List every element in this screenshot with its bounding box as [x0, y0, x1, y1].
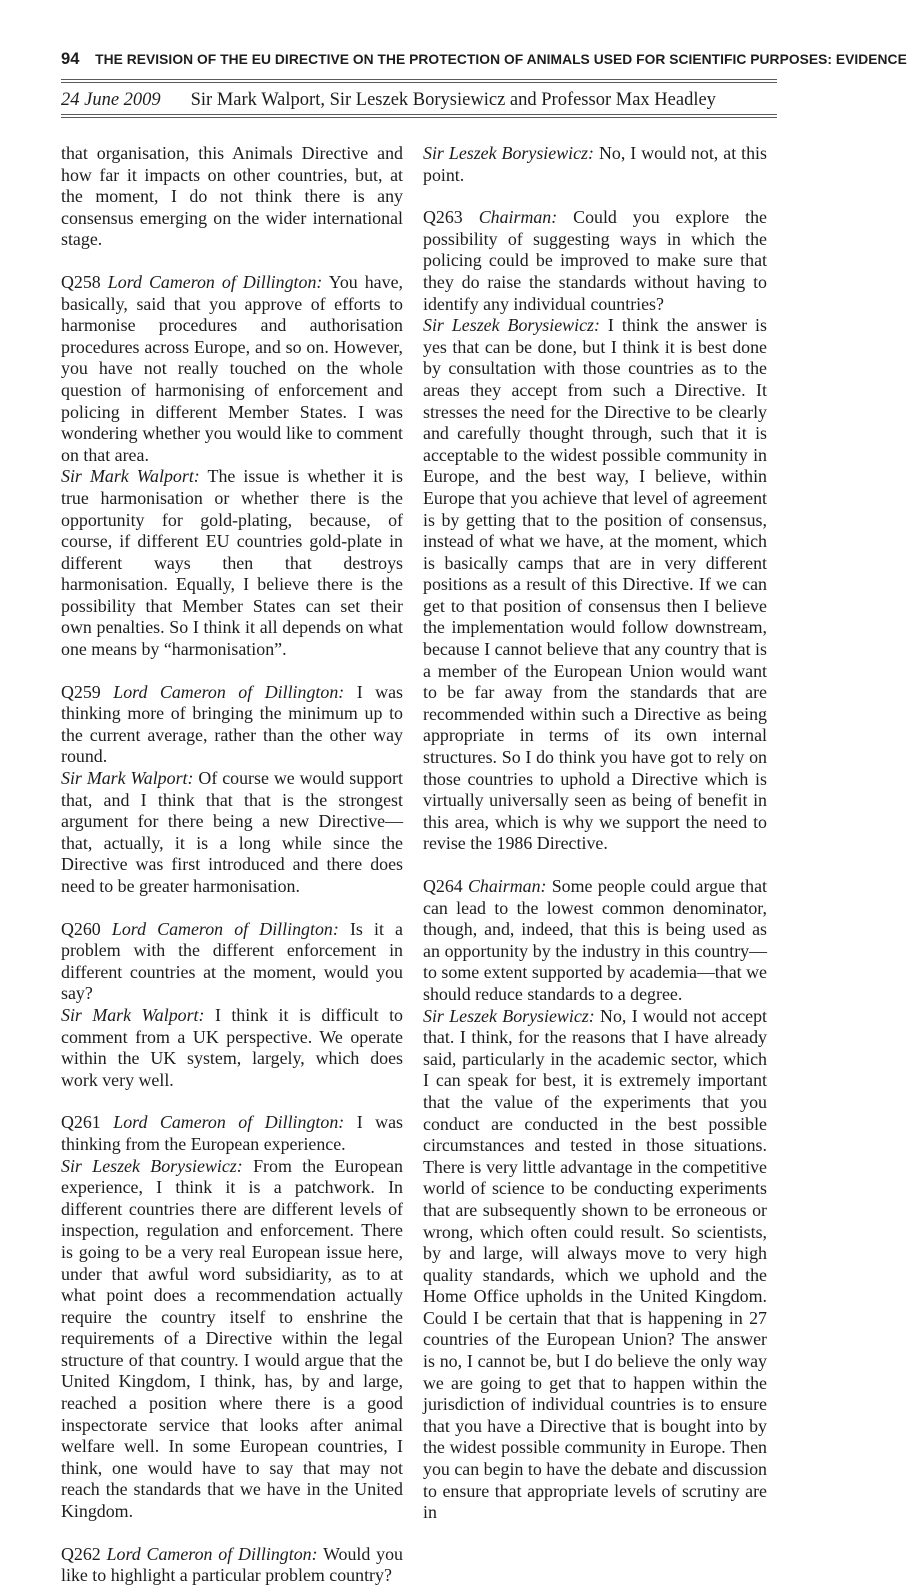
answer-text: From the European experience, I think it is a patchwork. In different countries there are different levels of inspection, regulation and enforcement. There is going to be a very real European issue here, under that awful word subsidiarity, as to at what point does a recommendation actually require the country itself to enshrine the requirements of a Directive within the legal structure of that country. I would argue that the United Kingdom, I think, has, by and large, reached a position where there is a good inspectorate service that looks after animal welfare well. In some European countries, I think, one would have to say that may not reach the standards that we have in the United Kingdom. [61, 1155, 403, 1522]
answer-text: The issue is whether it is true harmonisation or whether there is the opportunity for gold-plating, because, of course, if different EU countries gold-plate in different ways then that destroys harmonisation. Equally, I believe there is the possibility that Member States can set their own penalties. So I think it all depends on what one means by “harmonisation”. [61, 466, 403, 660]
question [61, 1544, 403, 1587]
answer [61, 1005, 403, 1091]
answer [61, 1156, 403, 1523]
question-number: Q260 [61, 918, 101, 939]
speaker: Sir Mark Walport: [61, 1004, 205, 1025]
answer-text: No, I would not, at this point. [423, 143, 767, 185]
question [423, 207, 767, 315]
running-head [61, 50, 907, 69]
page-number: 94 [61, 50, 80, 68]
question-number: Q259 [61, 681, 101, 702]
question-text: I was thinking more of bringing the minimum up to the current average, rather than the other way round. [61, 681, 403, 767]
speaker: Lord Cameron of Dillington: [106, 1543, 318, 1564]
question-text: Some people could argue that can lead to the lowest common denominator, though, and, indeed, that this is being used as an opportunity by the industry in this country—to some extent supported by academia—that we should reduce standards to a degree. [423, 876, 767, 1004]
speaker: Sir Leszek Borysiewicz: [61, 1155, 243, 1176]
question-number: Q262 [61, 1543, 101, 1564]
answer [423, 143, 767, 186]
answer-text: I think it is difficult to comment from a UK perspective. We operate within the UK system, largely, which does work very well. [61, 1004, 403, 1090]
answer-text: No, I would not accept that. I think, for the reasons that I have already said, particularly in the academic sector, which I can speak for best, it is extremely important that the value of the experiments that you conduct are conducted in the best possible circumstances and tested in those situations. There is very little advantage in the competitive world of science to be conducting experiments that are subsequently shown to be erroneous or wrong, which often could result. So scientists, by and large, will always move to very high quality standards, which we uphold and the Home Office upholds in the United Kingdom. Could I be certain that that is happening in 27 countries of the European Union? The answer is no, I cannot be, but I do believe the only way we are going to get that to happen within the jurisdiction of individual countries is to ensure that you have a Directive that is bought into by the widest possible community in Europe. Then you can begin to have the debate and discussion to ensure that appropriate levels of scrutiny are in [423, 1005, 767, 1523]
question-text: You have, basically, said that you approve of efforts to harmonise procedures and authorisation procedures across Europe, and so on. However, you have not really touched on the whole question of harmonising of enforcement and policing in different Member States. I was wondering whether you would like to comment on that area. [61, 271, 403, 465]
answer [61, 466, 403, 660]
session-line [61, 89, 777, 111]
question [423, 876, 767, 1006]
speaker: Lord Cameron of Dillington: [113, 1112, 345, 1133]
question-text: Would you like to highlight a particular problem country? [61, 1543, 403, 1586]
document-title: THE REVISION OF THE EU DIRECTIVE ON THE PROTECTION OF ANIMALS USED FOR SCIENTIFIC PURPOSES: EVIDENCE [95, 52, 907, 67]
answer [423, 1006, 767, 1524]
question-text: Could you explore the possibility of suggesting ways in which the policing could be improved to make sure that they do raise the standards without having to identify any individual countries? [423, 207, 767, 314]
header-rule [61, 114, 777, 115]
question-number: Q263 [423, 207, 463, 228]
question-number: Q261 [61, 1112, 101, 1133]
speaker: Chairman: [478, 207, 558, 228]
answer [423, 315, 767, 855]
question [61, 1112, 403, 1155]
question [61, 919, 403, 1005]
speaker: Lord Cameron of Dillington: [107, 271, 323, 292]
speaker: Chairman: [467, 876, 547, 896]
speaker: Sir Mark Walport: [61, 466, 200, 487]
session-date: 24 June 2009 [61, 90, 161, 110]
question-text: I was thinking from the European experience. [61, 1112, 403, 1154]
speaker: Sir Leszek Borysiewicz: [423, 1005, 595, 1026]
answer-text: Of course we would support that, and I think that that is the strongest argument for there being a new Directive—that, actually, it is a long while since the Directive was first introduced and there does need to be greater harmonisation. [61, 768, 403, 896]
paragraph [61, 143, 403, 251]
question [61, 682, 403, 768]
left-column [61, 143, 403, 1587]
question-number: Q264 [423, 876, 463, 896]
header-rule [61, 79, 777, 80]
header-rule [61, 117, 777, 118]
speaker: Sir Leszek Borysiewicz: [423, 143, 594, 163]
speaker: Lord Cameron of Dillington: [113, 681, 345, 702]
speaker: Sir Mark Walport: [61, 768, 194, 789]
speaker: Lord Cameron of Dillington: [111, 918, 339, 939]
right-column [423, 143, 767, 1524]
paragraph-text: that organisation, this Animals Directive and how far it impacts on other countries, but, at the moment, I do not think there is any consensus emerging on the wider international stage. [61, 143, 403, 250]
question-number: Q258 [61, 271, 101, 292]
answer [61, 768, 403, 898]
witness-names: Sir Mark Walport, Sir Leszek Borysiewicz and Professor Max Headley [190, 90, 716, 110]
question [61, 272, 403, 466]
header-rule [61, 82, 777, 83]
speaker: Sir Leszek Borysiewicz: [423, 315, 600, 336]
answer-text: I think the answer is yes that can be done, but I think it is best done by consultation with those countries as to the areas they accept from such a Directive. It stresses the need for the Directive to be clearly and carefully thought through, such that it is acceptable to the widest possible community in Europe, and the best way, I believe, within Europe that you achieve that level of agreement is by getting that to the position of consensus, instead of what we have, at the moment, which is basically camps that are in very different positions as a result of this Directive. If we can get to that position of consensus then I believe the implementation would follow downstream, because I cannot believe that any country that is a member of the European Union would want to be far away from the standards that are recommended within such a Directive as being appropriate in terms of its own internal structures. So I do think you have got to rely on those countries to uphold a Directive which is virtually universally seen as being of benefit in this area, which is why we support the need to revise the 1986 Directive. [423, 315, 767, 854]
question-text: Is it a problem with the different enforcement in different countries at the moment, would you say? [61, 918, 403, 1004]
